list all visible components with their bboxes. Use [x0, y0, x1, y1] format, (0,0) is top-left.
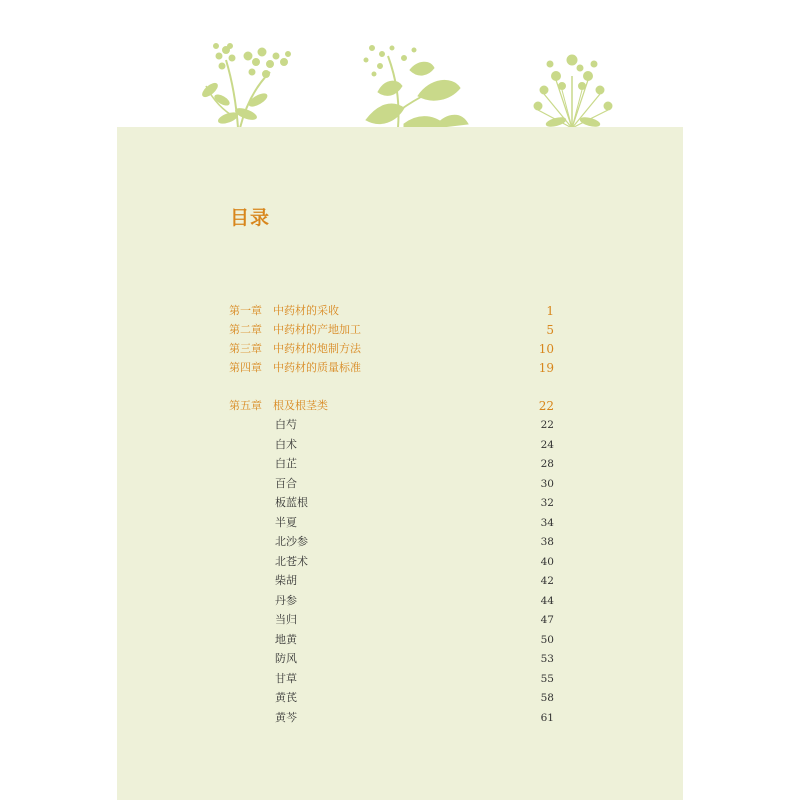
item-title: 半夏	[275, 515, 297, 529]
chapter-number: 第四章	[229, 361, 262, 374]
chapter-number: 第三章	[229, 342, 262, 355]
chapter-title: 根及根茎类	[273, 399, 328, 412]
plant-illustration-flowers	[534, 55, 612, 128]
toc-item[interactable]	[275, 593, 554, 609]
page-number: 32	[540, 497, 554, 509]
dot-leader	[299, 573, 539, 589]
item-title: 北苍术	[275, 554, 308, 568]
dot-leader	[299, 593, 539, 609]
page-number: 53	[540, 653, 554, 665]
page-number: 61	[540, 711, 554, 724]
item-title: 丹参	[275, 593, 297, 607]
chapter-title: 中药材的炮制方法	[273, 342, 361, 355]
item-title: 柴胡	[275, 574, 297, 587]
chapter-number: 第一章	[229, 304, 262, 317]
toc-item[interactable]	[275, 554, 554, 570]
page-number: 55	[540, 672, 554, 685]
toc-chapter-1[interactable]	[229, 303, 554, 319]
toc-item[interactable]	[275, 456, 554, 472]
page-number: 40	[540, 555, 554, 568]
chapter-number: 第五章	[229, 399, 262, 412]
item-title: 北沙参	[275, 535, 308, 548]
item-title: 板蓝根	[275, 496, 308, 509]
toc-item[interactable]	[275, 632, 554, 648]
page-number: 28	[540, 458, 554, 470]
toc-item[interactable]	[275, 495, 554, 511]
page-number: 19	[538, 361, 554, 375]
chapter-title: 中药材的产地加工	[273, 323, 361, 336]
item-title: 防风	[275, 652, 297, 665]
dot-leader	[363, 322, 540, 338]
dot-leader	[299, 671, 539, 687]
page-number: 22	[538, 399, 554, 413]
toc-item[interactable]	[275, 671, 554, 687]
chapter-title: 中药材的质量标准	[273, 361, 361, 374]
toc-item[interactable]	[275, 534, 554, 550]
toc-item[interactable]	[275, 515, 554, 531]
dot-leader	[330, 398, 537, 414]
toc-item[interactable]	[275, 573, 554, 589]
dot-leader	[299, 437, 539, 453]
dot-leader	[341, 303, 540, 319]
item-title: 白芷	[275, 457, 297, 470]
item-title: 百合	[275, 476, 297, 490]
toc-item[interactable]	[275, 612, 554, 628]
page-number: 47	[540, 614, 554, 626]
page-number: 5	[546, 323, 554, 337]
toc-panel	[117, 127, 683, 800]
toc-chapter-3[interactable]	[229, 341, 554, 357]
dot-leader	[310, 495, 539, 511]
dot-leader	[299, 612, 539, 628]
dot-leader	[299, 690, 539, 706]
toc-item[interactable]	[275, 417, 554, 433]
page-number: 44	[540, 594, 554, 607]
item-title: 地黄	[275, 632, 297, 646]
page-number: 30	[540, 477, 554, 490]
item-title: 白术	[275, 437, 297, 451]
dot-leader	[299, 417, 539, 433]
page-number: 22	[540, 419, 554, 431]
toc-item[interactable]	[275, 651, 554, 667]
item-title: 黄芩	[275, 710, 297, 724]
dot-leader	[310, 534, 539, 550]
page-number: 58	[540, 692, 554, 704]
toc-item[interactable]	[275, 690, 554, 706]
page-number: 34	[540, 516, 554, 529]
toc-chapter-4[interactable]	[229, 360, 554, 376]
toc-chapter-2[interactable]	[229, 322, 554, 338]
dot-leader	[299, 456, 539, 472]
item-title: 黄芪	[275, 691, 297, 704]
plant-illustration-leaves	[364, 46, 468, 129]
dot-leader	[363, 360, 537, 376]
chapter-number: 第二章	[229, 323, 262, 336]
plant-illustration-berries	[201, 44, 291, 129]
dot-leader	[299, 710, 539, 726]
page-number: 24	[540, 438, 554, 451]
item-title: 甘草	[275, 671, 297, 685]
dot-leader	[299, 476, 539, 492]
toc-item[interactable]	[275, 710, 554, 726]
page-number: 10	[538, 342, 554, 356]
page-number: 50	[540, 633, 554, 646]
item-title: 白芍	[275, 418, 297, 431]
dot-leader	[299, 651, 539, 667]
page-title: 目录	[230, 207, 271, 229]
toc-chapter-5[interactable]	[229, 398, 554, 414]
toc-item[interactable]	[275, 437, 554, 453]
dot-leader	[299, 632, 539, 648]
page-number: 38	[540, 536, 554, 548]
header-plant-illustrations	[0, 0, 800, 130]
toc-item[interactable]	[275, 476, 554, 492]
dot-leader	[310, 554, 539, 570]
dot-leader	[299, 515, 539, 531]
page-number: 1	[546, 304, 554, 318]
dot-leader	[363, 341, 537, 357]
chapter-title: 中药材的采收	[273, 304, 339, 317]
item-title: 当归	[275, 613, 297, 626]
page-number: 42	[540, 575, 554, 587]
